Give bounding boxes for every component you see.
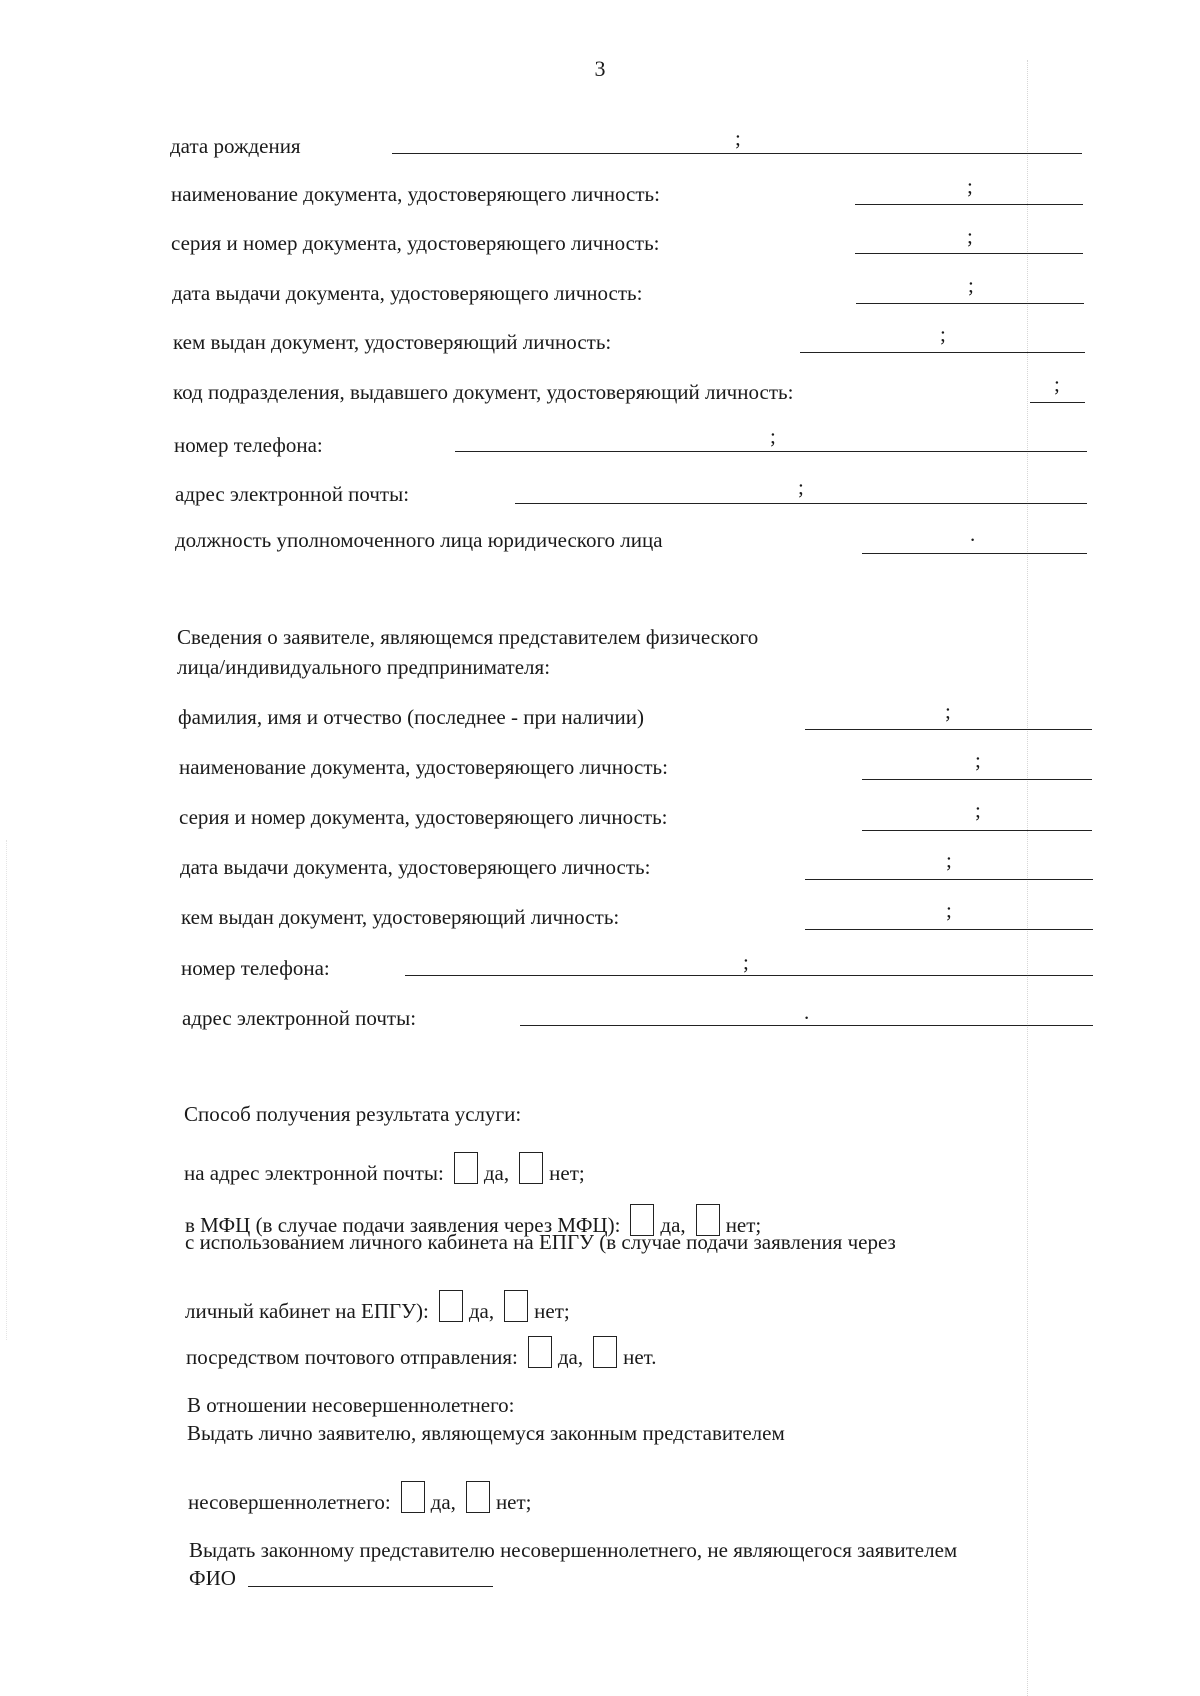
authorized-position-field[interactable] [862,553,1087,554]
no-label: нет; [549,1161,585,1185]
field-end-mark: ; [946,848,952,872]
delivery-epgu-label: личный кабинет на ЕПГУ): [185,1299,429,1323]
full-name-field[interactable] [805,729,1092,730]
label-rep-email: адрес электронной почты: [182,1006,417,1030]
fio-label: ФИО [189,1566,236,1590]
delivery-post-yes-checkbox[interactable] [528,1336,552,1368]
rep-id-series-number-field[interactable] [862,830,1092,831]
label-full-name: фамилия, имя и отчество (последнее - при наличии) [178,705,644,729]
no-label: нет; [534,1299,570,1323]
label-email: адрес электронной почты: [175,482,410,506]
delivery-email-no-checkbox[interactable] [519,1152,543,1184]
delivery-epgu-no-checkbox[interactable] [504,1290,528,1322]
field-end-mark: ; [975,798,981,822]
label-birth-date: дата рождения [170,134,301,158]
division-code-field[interactable] [1030,402,1085,403]
rep-id-issue-date-field[interactable] [805,879,1093,880]
label-rep-phone: номер телефона: [181,956,330,980]
label-rep-id-series-number: серия и номер документа, удостоверяющего личность: [179,805,668,829]
label-rep-id-issued-by: кем выдан документ, удостоверяющий личность: [181,905,620,929]
field-end-mark: ; [1054,372,1060,396]
label-rep-id-document-name: наименование документа, удостоверяющего личность: [179,755,668,779]
rep-id-issued-by-field[interactable] [805,929,1093,930]
yes-label: да, [660,1213,686,1237]
rep-id-document-name-field[interactable] [862,779,1092,780]
label-rep-id-issue-date: дата выдачи документа, удостоверяющего личность: [180,855,651,879]
no-label: нет; [495,1490,532,1514]
delivery-epgu-row [185,1290,570,1322]
scan-edge-line [1027,60,1028,1696]
delivery-email-label: на адрес электронной почты: [184,1161,444,1185]
id-issue-date-field[interactable] [856,303,1084,304]
label-id-series-number: серия и номер документа, удостоверяющего личность: [171,231,660,255]
field-end-mark: ; [946,898,952,922]
label-authorized-position: должность уполномоченного лица юридического лица [175,528,663,552]
delivery-epgu-yes-checkbox[interactable] [439,1290,463,1322]
field-end-mark: ; [945,699,951,723]
delivery-post-row [186,1336,657,1368]
yes-label: да, [468,1299,495,1323]
email-field[interactable] [515,503,1087,504]
label-id-document-name: наименование документа, удостоверяющего личность: [171,182,660,206]
label-division-code: код подразделения, выдавшего документ, удостоверяющий личность: [173,380,794,404]
minor-heading: В отношении несовершеннолетнего: [187,1393,515,1417]
section-heading: лица/индивидуального предпринимателя: [177,655,551,679]
field-end-mark: ; [940,322,946,346]
delivery-post-no-checkbox[interactable] [593,1336,617,1368]
no-label: нет; [725,1213,762,1237]
fio-field[interactable] [248,1586,493,1587]
rep-email-field[interactable] [520,1025,1093,1026]
field-end-mark: ; [967,174,973,198]
minor-issue-no-checkbox[interactable] [466,1481,490,1513]
minor-issue-row [188,1481,532,1513]
delivery-mfc-label: в МФЦ (в случае подачи заявления через МФЦ): [185,1213,621,1237]
label-phone: номер телефона: [174,433,323,457]
field-end-mark: . [970,522,976,546]
field-end-mark: ; [967,224,973,248]
minor-line1: Выдать лично заявителю, являющемуся законным представителем [187,1421,785,1445]
id-series-number-field[interactable] [855,253,1083,254]
delivery-heading: Способ получения результата услуги: [184,1102,522,1126]
yes-label: да, [557,1345,584,1369]
field-end-mark: . [804,1000,810,1024]
field-end-mark: ; [735,126,741,150]
delivery-post-label: посредством почтового отправления: [186,1345,518,1369]
delivery-email-row [184,1152,585,1184]
yes-label: да, [483,1161,510,1185]
scan-left-marks [6,840,7,1340]
field-end-mark: ; [770,424,776,448]
rep-phone-field[interactable] [405,975,1093,976]
id-issued-by-field[interactable] [800,352,1085,353]
yes-label: да, [430,1490,456,1514]
phone-field[interactable] [455,451,1087,452]
id-document-name-field[interactable] [855,204,1083,205]
no-label: нет. [623,1345,657,1369]
field-end-mark: ; [975,748,981,772]
field-end-mark: ; [968,273,974,297]
minor-issue-label: несовершеннолетнего: [188,1490,391,1514]
delivery-email-yes-checkbox[interactable] [454,1152,478,1184]
minor-issue-yes-checkbox[interactable] [401,1481,425,1513]
birth-date-field[interactable] [392,153,1082,154]
page-number: 3 [594,56,606,81]
label-id-issue-date: дата выдачи документа, удостоверяющего личность: [172,281,643,305]
section-heading: Сведения о заявителе, являющемся представителем физического [177,625,759,649]
label-id-issued-by: кем выдан документ, удостоверяющий личность: [173,330,612,354]
field-end-mark: ; [743,950,749,974]
field-end-mark: ; [798,475,804,499]
minor-rep-line: Выдать законному представителю несовершеннолетнего, не являющегося заявителем [189,1538,958,1562]
delivery-epgu-line1: с использованием личного кабинета на ЕПГУ (в случае подачи заявления через [185,1230,896,1254]
